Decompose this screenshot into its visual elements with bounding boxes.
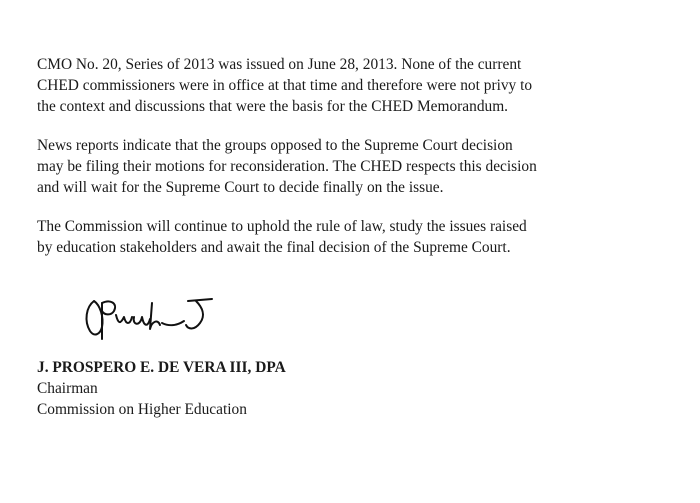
- paragraph-line: News reports indicate that the groups opposed to the Supreme Court decision: [37, 137, 513, 154]
- paragraph-line: CHED commissioners were in office at that time and therefore were not privy to: [37, 77, 533, 94]
- paragraph-line: and will wait for the Supreme Court to decide finally on the issue.: [37, 179, 444, 196]
- paragraph-commission-commitment: [37, 216, 677, 258]
- signatory-office: Commission on Higher Education: [37, 401, 247, 418]
- paragraph-news-reports: [37, 135, 677, 198]
- paragraph-cmo-issuance: [37, 54, 677, 117]
- paragraph-line: may be filing their motions for reconsideration. The CHED respects this decision: [37, 158, 537, 175]
- paragraph-line: The Commission will continue to uphold the rule of law, study the issues raised: [37, 218, 527, 235]
- signatory-title: Chairman: [37, 380, 98, 397]
- signature-block: [37, 357, 286, 420]
- paragraph-line: CMO No. 20, Series of 2013 was issued on June 28, 2013. None of the current: [37, 56, 522, 73]
- paragraph-line: by education stakeholders and await the final decision of the Supreme Court.: [37, 239, 511, 256]
- paragraph-line: the context and discussions that were the basis for the CHED Memorandum.: [37, 98, 509, 115]
- signatory-name: J. PROSPERO E. DE VERA III, DPA: [37, 359, 286, 376]
- handwritten-signature: [80, 293, 220, 343]
